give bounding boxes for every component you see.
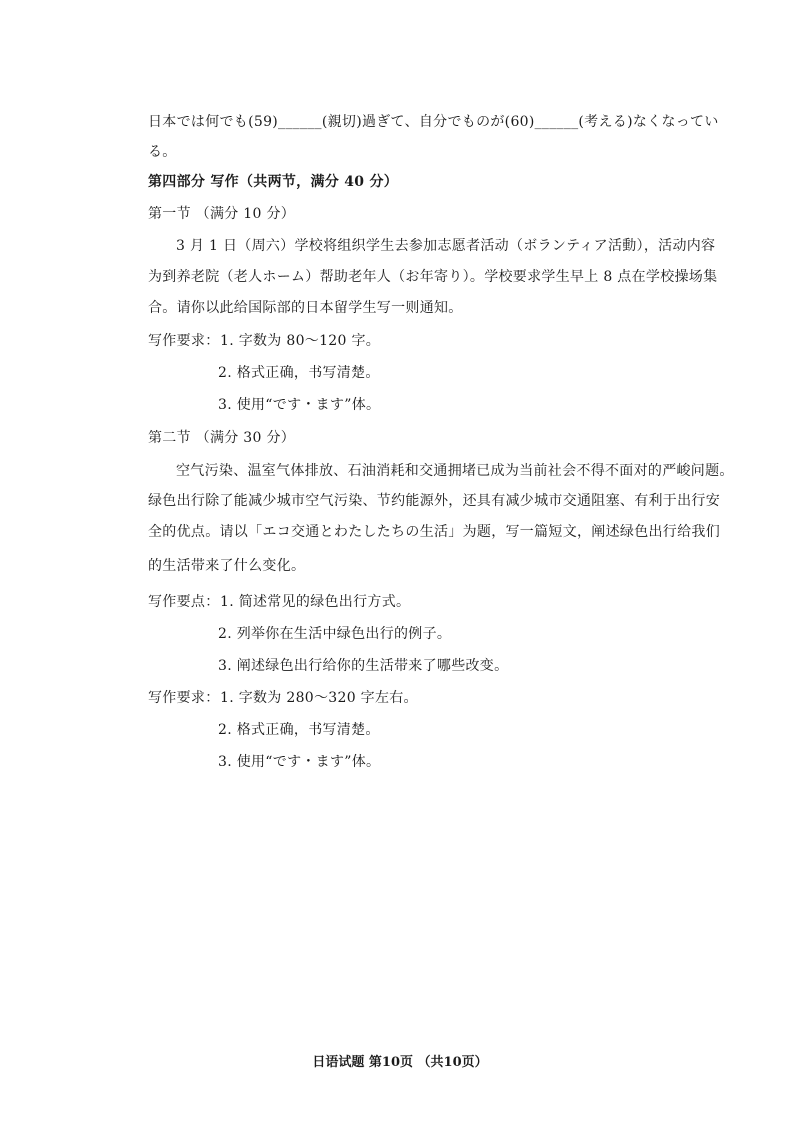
section1-req-1: 1. 字数为 80～120 字。: [220, 333, 381, 349]
section2-req-label: 写作要求：: [148, 690, 220, 706]
section2-prompt-line3: 全的优点。请以「エコ交通とわたしたちの生活」为题，写一篇短文，阐述绿色出行给我们: [148, 524, 720, 540]
section2-prompt-line1: 空气污染、温室气体排放、石油消耗和交通拥堵已成为当前社会不得不面对的严峻问题。: [176, 463, 734, 479]
section2-req-2: 2. 格式正确，书写清楚。: [218, 722, 380, 738]
section1-prompt-line2: 为到养老院（老人ホーム）帮助老年人（お年寄り）。学校要求学生早上 8 点在学校操场集: [148, 269, 718, 285]
section2-points-label: 写作要点：: [148, 594, 220, 610]
question-59-60-line2: る。: [148, 144, 177, 160]
section1-req-label: 写作要求：: [148, 333, 220, 349]
section2-req-1: 1. 字数为 280～320 字左右。: [220, 690, 418, 706]
section2-prompt-line2: 绿色出行除了能减少城市空气污染、节约能源外，还具有减少城市交通阻塞、有利于出行安: [148, 493, 720, 509]
section1-prompt-line1: 3 月 1 日（周六）学校将组织学生去参加志愿者活动（ボランティア活動），活动内容: [176, 238, 716, 254]
section1-req-3: 3. 使用“です・ます”体。: [218, 397, 381, 413]
section1-heading: 第一节 （满分 10 分）: [148, 206, 296, 222]
section2-point-1: 1. 简述常见的绿色出行方式。: [220, 594, 411, 610]
section2-point-3: 3. 阐述绿色出行给你的生活带来了哪些改变。: [218, 658, 509, 674]
question-59-60-line1: 日本では何でも(59)______(親切)過ぎて、自分でものが(60)______(考える)なくなってい: [148, 114, 719, 130]
page-footer: 日语试题 第10页 （共10页）: [312, 1055, 488, 1070]
section2-req-3: 3. 使用“です・ます”体。: [218, 754, 381, 770]
section1-req-2: 2. 格式正确，书写清楚。: [218, 365, 380, 381]
section2-heading: 第二节 （满分 30 分）: [148, 430, 296, 446]
part4-title: 第四部分 写作（共两节，满分 40 分）: [148, 174, 399, 190]
section2-prompt-line4: 的生活带来了什么变化。: [148, 558, 306, 574]
section1-prompt-line3: 合。请你以此给国际部的日本留学生写一则通知。: [148, 300, 463, 316]
section2-point-2: 2. 列举你在生活中绿色出行的例子。: [218, 626, 452, 642]
